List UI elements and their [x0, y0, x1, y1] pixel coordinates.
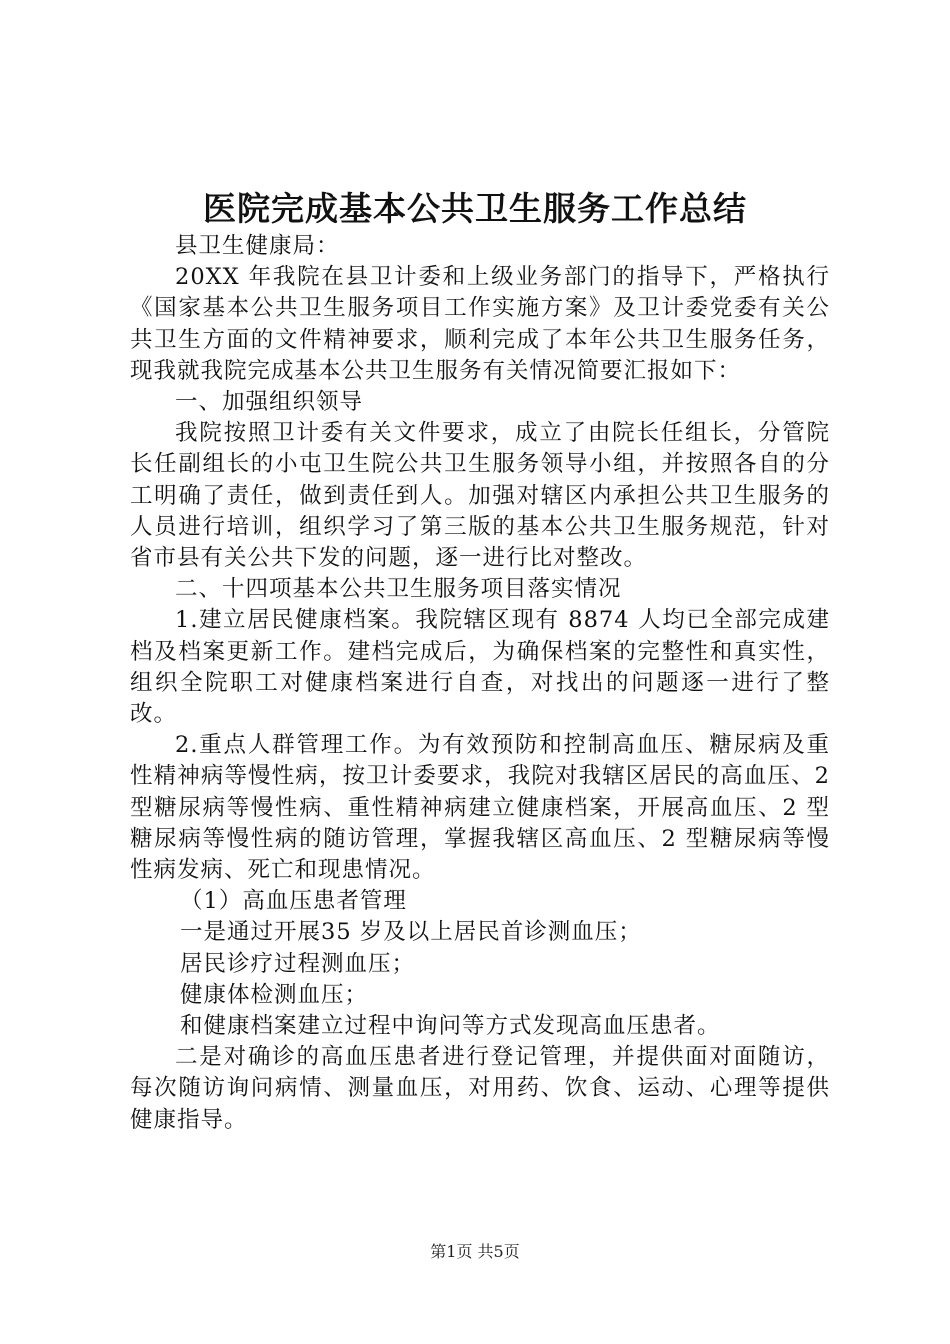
- paragraph-item-1: 1.建立居民健康档案。我院辖区现有 8874 人均已全部完成建档及档案更新工作。建档完成后，为确保档案的完整性和真实性，组织全院职工对健康档案进行自查，对找出的问题逐一进行了整改。: [130, 607, 830, 728]
- paragraph-section-1: 我院按照卫计委有关文件要求，成立了由院长任组长，分管院长任副组长的小屯卫生院公共卫生服务领导小组，并按照各自的分工明确了责任，做到责任到人。加强对辖区内承担公共卫生服务的人员进行培训，组织学习了第三版的基本公共卫生服务规范，针对省市县有关公共下发的问题，逐一进行比对整改。: [130, 420, 830, 572]
- paragraph-line-4: 和健康档案建立过程中询问等方式发现高血压患者。: [180, 1013, 721, 1040]
- paragraph-line-3: 健康体检测血压；: [180, 981, 369, 1008]
- paragraph-intro: 20XX 年我院在县卫计委和上级业务部门的指导下，严格执行《国家基本公共卫生服务项目工作实施方案》及卫计委党委有关公共卫生方面的文件精神要求，顺利完成了本年公共卫生服务任务，现我就我院完成基本公共卫生服务有关情况简要汇报如下：: [130, 264, 830, 384]
- paragraph-line-5: 二是对确诊的高血压患者进行登记管理，并提供面对面随访，每次随访询问病情、测量血压，对用药、饮食、运动、心理等提供健康指导。: [130, 1044, 830, 1133]
- document-title: 医院完成基本公共卫生服务工作总结: [203, 189, 747, 228]
- paragraph-line-2: 居民诊疗过程测血压；: [180, 950, 416, 977]
- heading-section-2: 二、十四项基本公共卫生服务项目落实情况: [175, 576, 622, 603]
- paragraph-addressee: 县卫生健康局：: [175, 233, 340, 259]
- page-footer: 第1页 共5页: [430, 1242, 520, 1261]
- heading-subsection-1: （1）高血压患者管理: [180, 888, 407, 915]
- paragraph-item-2: 2.重点人群管理工作。为有效预防和控制高血压、糖尿病及重性精神病等慢性病，按卫计委要求，我院对我辖区居民的高血压、2 型糖尿病等慢性病、重性精神病建立健康档案，开展高血压、2 型糖尿病等慢性病的随访管理，掌握我辖区高血压、2 型糖尿病等慢性病发病、死亡和现患情况。: [130, 732, 830, 884]
- heading-section-1: 一、加强组织领导: [175, 389, 364, 416]
- paragraph-line-1: 一是通过开展35 岁及以上居民首诊测血压；: [180, 919, 642, 946]
- document-body: [130, 231, 830, 1136]
